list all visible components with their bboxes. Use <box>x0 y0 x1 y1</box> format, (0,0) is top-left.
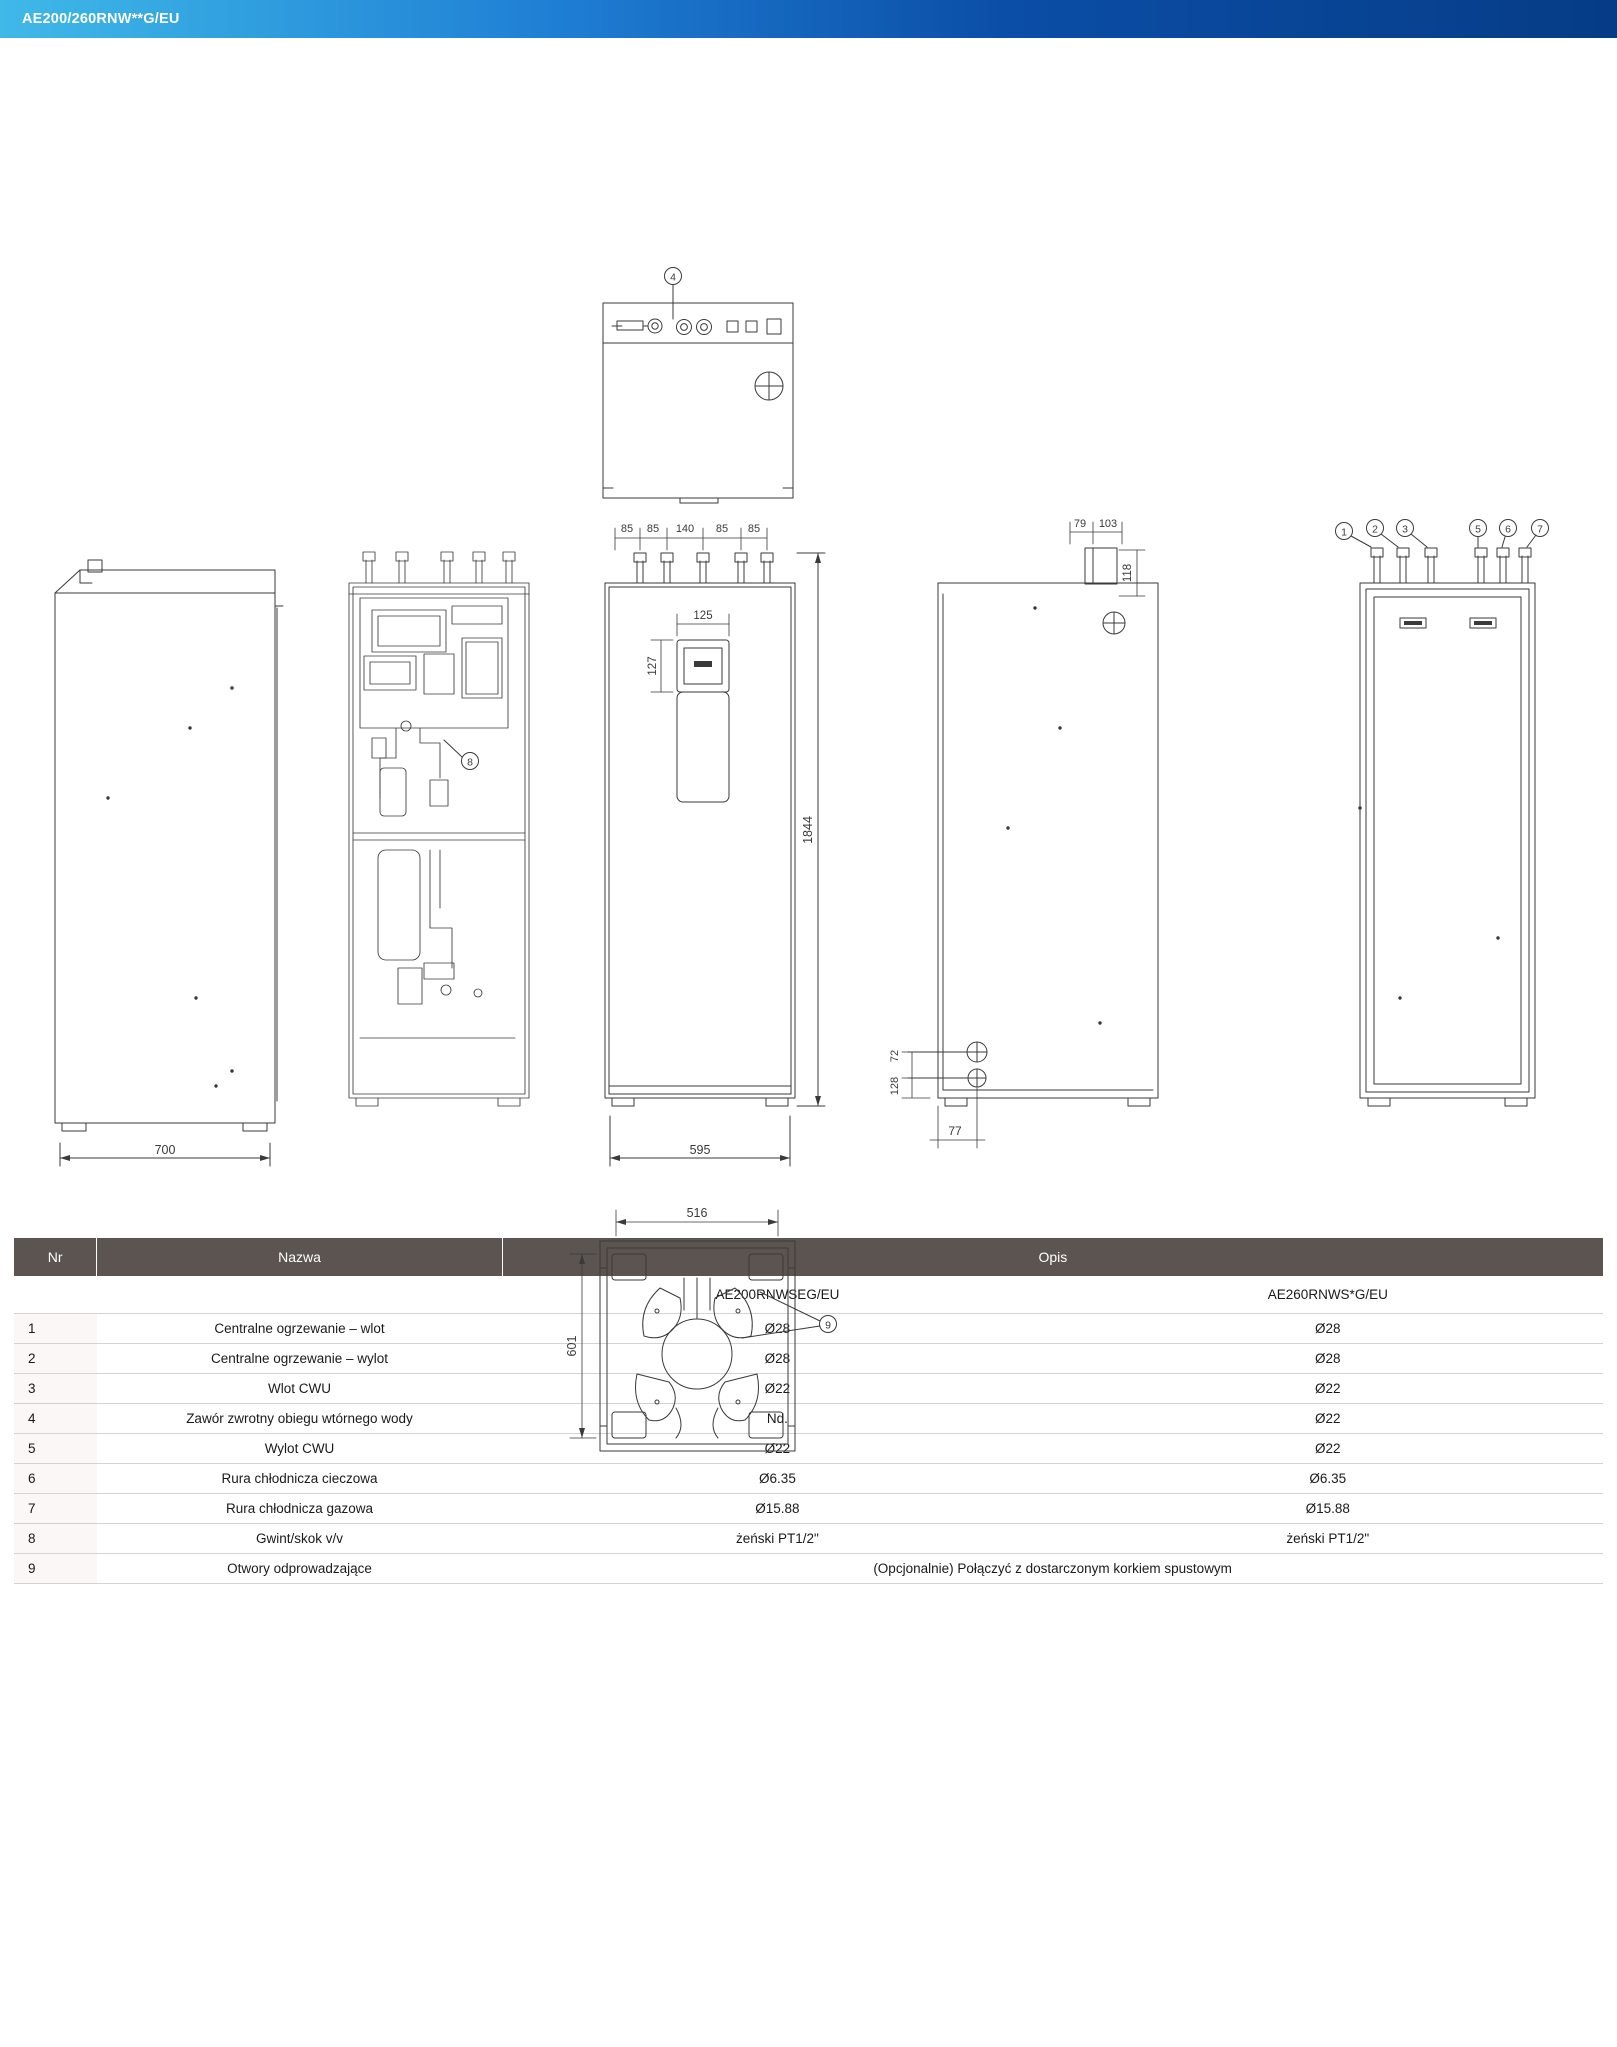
row-value-b: Ø22 <box>1053 1434 1603 1464</box>
header-name: Nazwa <box>97 1238 503 1276</box>
row-name: Rura chłodnicza gazowa <box>97 1494 503 1524</box>
svg-text:127: 127 <box>647 656 659 676</box>
row-value-a: Ø6.35 <box>502 1464 1052 1494</box>
left-side-view <box>55 560 283 1131</box>
dim-panel-125 <box>677 610 729 636</box>
svg-text:601: 601 <box>565 1335 579 1357</box>
row-value-b: Ø28 <box>1053 1314 1603 1344</box>
table-row <box>14 1314 1603 1344</box>
row-name: Centralne ogrzewanie – wlot <box>97 1314 503 1344</box>
dim-panel-127 <box>647 640 673 692</box>
table-row <box>14 1374 1603 1404</box>
row-nr: 4 <box>14 1404 97 1434</box>
row-value-b: żeński PT1/2" <box>1053 1524 1603 1554</box>
table-row <box>14 1494 1603 1524</box>
row-value-a: Ø22 <box>502 1374 1052 1404</box>
svg-text:128: 128 <box>889 1076 901 1096</box>
svg-text:7: 7 <box>1537 523 1543 536</box>
row-value-a: żeński PT1/2" <box>502 1524 1052 1554</box>
top-view <box>603 303 793 503</box>
spec-table <box>14 1238 1603 1584</box>
callout-6 <box>1500 520 1517 548</box>
model-a-label: AE200RNWSEG/EU <box>502 1276 1052 1314</box>
row-value-b: Ø15.88 <box>1053 1494 1603 1524</box>
row-value-a: Ø15.88 <box>502 1494 1052 1524</box>
row-nr: 7 <box>14 1494 97 1524</box>
svg-text:140: 140 <box>675 523 695 535</box>
callout-1 <box>1336 523 1372 548</box>
svg-text:85: 85 <box>747 523 761 535</box>
row-name: Centralne ogrzewanie – wylot <box>97 1344 503 1374</box>
table-row <box>14 1464 1603 1494</box>
svg-text:8: 8 <box>467 756 473 769</box>
callout-8 <box>444 740 479 770</box>
table-row <box>14 1524 1603 1554</box>
row-name: Wlot CWU <box>97 1374 503 1404</box>
row-nr: 5 <box>14 1434 97 1464</box>
svg-text:1844: 1844 <box>801 816 815 844</box>
dim-front-top <box>615 523 767 550</box>
dim-height-1844 <box>797 553 825 1106</box>
row-value-a: Ø22 <box>502 1434 1052 1464</box>
callout-5 <box>1470 520 1487 548</box>
dim-depth-700 <box>60 1143 270 1166</box>
model-b-label: AE260RNWS*G/EU <box>1053 1276 1603 1314</box>
svg-text:85: 85 <box>715 523 729 535</box>
spec-table-head <box>14 1238 1603 1276</box>
svg-text:85: 85 <box>646 523 660 535</box>
svg-text:118: 118 <box>1122 563 1134 583</box>
row-value-b: Ø6.35 <box>1053 1464 1603 1494</box>
callout-2 <box>1367 520 1399 548</box>
row-name: Wylot CWU <box>97 1434 503 1464</box>
header-desc: Opis <box>502 1238 1603 1276</box>
callout-4 <box>665 268 682 320</box>
dim-side-bottom <box>889 1050 930 1098</box>
svg-text:1: 1 <box>1341 526 1347 539</box>
row-value-a: Ø28 <box>502 1314 1052 1344</box>
table-row <box>14 1344 1603 1374</box>
row-name: Rura chłodnicza cieczowa <box>97 1464 503 1494</box>
svg-text:5: 5 <box>1475 523 1481 536</box>
spec-table-model-row <box>14 1276 1603 1314</box>
row-name: Zawór zwrotny obiegu wtórnego wody <box>97 1404 503 1434</box>
spec-table-body <box>14 1276 1603 1584</box>
svg-text:700: 700 <box>154 1143 176 1157</box>
table-row <box>14 1404 1603 1434</box>
svg-text:4: 4 <box>670 271 676 284</box>
row-value-a: Nd. <box>502 1404 1052 1434</box>
table-row <box>14 1554 1603 1584</box>
dim-width-595 <box>610 1116 790 1166</box>
dim-base-516 <box>616 1206 778 1236</box>
row-nr: 9 <box>14 1554 97 1584</box>
svg-text:3: 3 <box>1402 523 1408 536</box>
header-nr: Nr <box>14 1238 97 1276</box>
row-value-b: Ø28 <box>1053 1344 1603 1374</box>
dim-side-top <box>1070 518 1122 544</box>
model-row-nr-cell <box>14 1276 97 1314</box>
svg-text:72: 72 <box>889 1049 901 1063</box>
front-view <box>605 553 795 1106</box>
row-value-span: (Opcjonalnie) Połączyć z dostarczonym korkiem spustowym <box>502 1554 1603 1584</box>
callout-7 <box>1527 520 1549 548</box>
row-value-b: Ø22 <box>1053 1404 1603 1434</box>
svg-text:6: 6 <box>1505 523 1511 536</box>
spec-table-wrap <box>0 1238 1617 1594</box>
svg-text:79: 79 <box>1073 518 1087 530</box>
row-nr: 8 <box>14 1524 97 1554</box>
dim-side-118 <box>1119 550 1145 596</box>
svg-text:77: 77 <box>948 1124 962 1138</box>
row-name: Otwory odprowadzające <box>97 1554 503 1584</box>
row-nr: 3 <box>14 1374 97 1404</box>
page-header <box>0 0 1617 38</box>
svg-text:2: 2 <box>1372 523 1378 536</box>
svg-text:125: 125 <box>693 610 713 622</box>
svg-text:516: 516 <box>686 1206 708 1220</box>
svg-text:9: 9 <box>825 1319 831 1332</box>
svg-text:85: 85 <box>620 523 634 535</box>
row-name: Gwint/skok v/v <box>97 1524 503 1554</box>
back-view <box>1359 548 1535 1106</box>
spec-table-header-row <box>14 1238 1603 1276</box>
right-side-view <box>908 548 1158 1106</box>
svg-text:103: 103 <box>1098 518 1118 530</box>
callout-3 <box>1397 520 1428 548</box>
row-nr: 1 <box>14 1314 97 1344</box>
page-title: AE200/260RNW**G/EU <box>22 11 180 27</box>
svg-text:595: 595 <box>689 1143 711 1157</box>
row-value-b: Ø22 <box>1053 1374 1603 1404</box>
internal-view <box>349 552 529 1106</box>
table-row <box>14 1434 1603 1464</box>
row-nr: 6 <box>14 1464 97 1494</box>
row-value-a: Ø28 <box>502 1344 1052 1374</box>
row-nr: 2 <box>14 1344 97 1374</box>
model-row-name-cell <box>97 1276 503 1314</box>
